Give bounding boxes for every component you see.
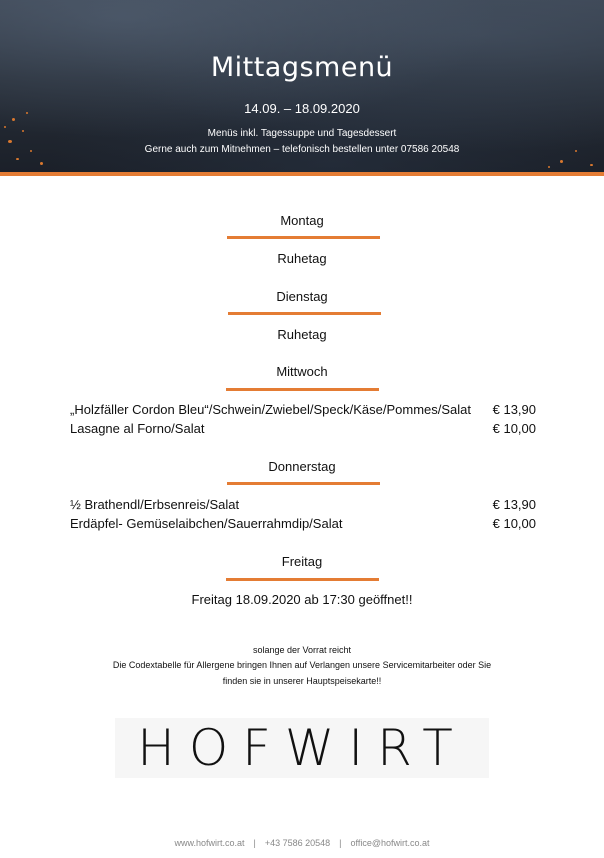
footer-separator: | bbox=[253, 838, 256, 848]
footer-website[interactable]: www.hofwirt.co.at bbox=[174, 838, 245, 848]
footer-phone[interactable]: +43 7586 20548 bbox=[264, 838, 331, 848]
dish-price: € 13,90 bbox=[492, 402, 536, 417]
hofwirt-logo: HOFWIRT bbox=[137, 719, 467, 777]
note-allergens: Die Codextabelle für Allergene bringen Ihnen auf Verlangen unsere Servicemitarbeiter oder Sie bbox=[112, 660, 492, 670]
day-note-monday: Ruhetag bbox=[277, 251, 327, 266]
speck bbox=[12, 118, 15, 121]
dish-price: € 10,00 bbox=[492, 421, 536, 436]
dish-name: ½ Brathendl/Erbsenreis/Salat bbox=[70, 497, 240, 512]
menu-title: Mittagsmenü bbox=[210, 52, 394, 83]
note-allergens-cont: finden sie in unserer Hauptspeisekarte!! bbox=[222, 676, 382, 686]
day-heading-friday: Freitag bbox=[281, 554, 323, 569]
day-divider bbox=[227, 236, 380, 239]
dish-name: „Holzfäller Cordon Bleu“/Schwein/Zwiebel/Speck/Käse/Pommes/Salat bbox=[70, 402, 472, 417]
footer-email[interactable]: office@hofwirt.co.at bbox=[350, 838, 430, 848]
speck bbox=[40, 162, 43, 165]
dish-name: Erdäpfel- Gemüselaibchen/Sauerrahmdip/Salat bbox=[70, 516, 343, 531]
speck bbox=[8, 140, 12, 143]
menu-info-included: Menüs inkl. Tagessuppe und Tagesdessert bbox=[207, 128, 397, 139]
header-banner bbox=[0, 0, 604, 172]
day-heading-wednesday: Mittwoch bbox=[276, 364, 328, 379]
day-note-friday: Freitag 18.09.2020 ab 17:30 geöffnet!! bbox=[191, 592, 413, 607]
day-divider bbox=[226, 388, 379, 391]
dish-price: € 10,00 bbox=[492, 516, 536, 531]
menu-dates: 14.09. – 18.09.2020 bbox=[244, 101, 360, 116]
speck bbox=[16, 158, 19, 160]
footer-separator: | bbox=[339, 838, 342, 848]
day-heading-thursday: Donnerstag bbox=[268, 459, 336, 474]
day-note-tuesday: Ruhetag bbox=[277, 327, 327, 342]
day-heading-monday: Montag bbox=[280, 213, 324, 228]
day-divider bbox=[228, 312, 381, 315]
speck bbox=[590, 164, 593, 166]
dish-name: Lasagne al Forno/Salat bbox=[70, 421, 205, 436]
footer-contact bbox=[0, 838, 604, 848]
note-stock: solange der Vorrat reicht bbox=[252, 645, 352, 655]
day-divider bbox=[227, 482, 380, 485]
day-heading-tuesday: Dienstag bbox=[276, 289, 328, 304]
speck bbox=[560, 160, 563, 163]
header-divider bbox=[0, 172, 604, 176]
dish-price: € 13,90 bbox=[492, 497, 536, 512]
speck bbox=[548, 166, 550, 168]
menu-info-takeaway: Gerne auch zum Mitnehmen – telefonisch bestellen unter 07586 20548 bbox=[144, 144, 460, 155]
day-divider bbox=[226, 578, 379, 581]
